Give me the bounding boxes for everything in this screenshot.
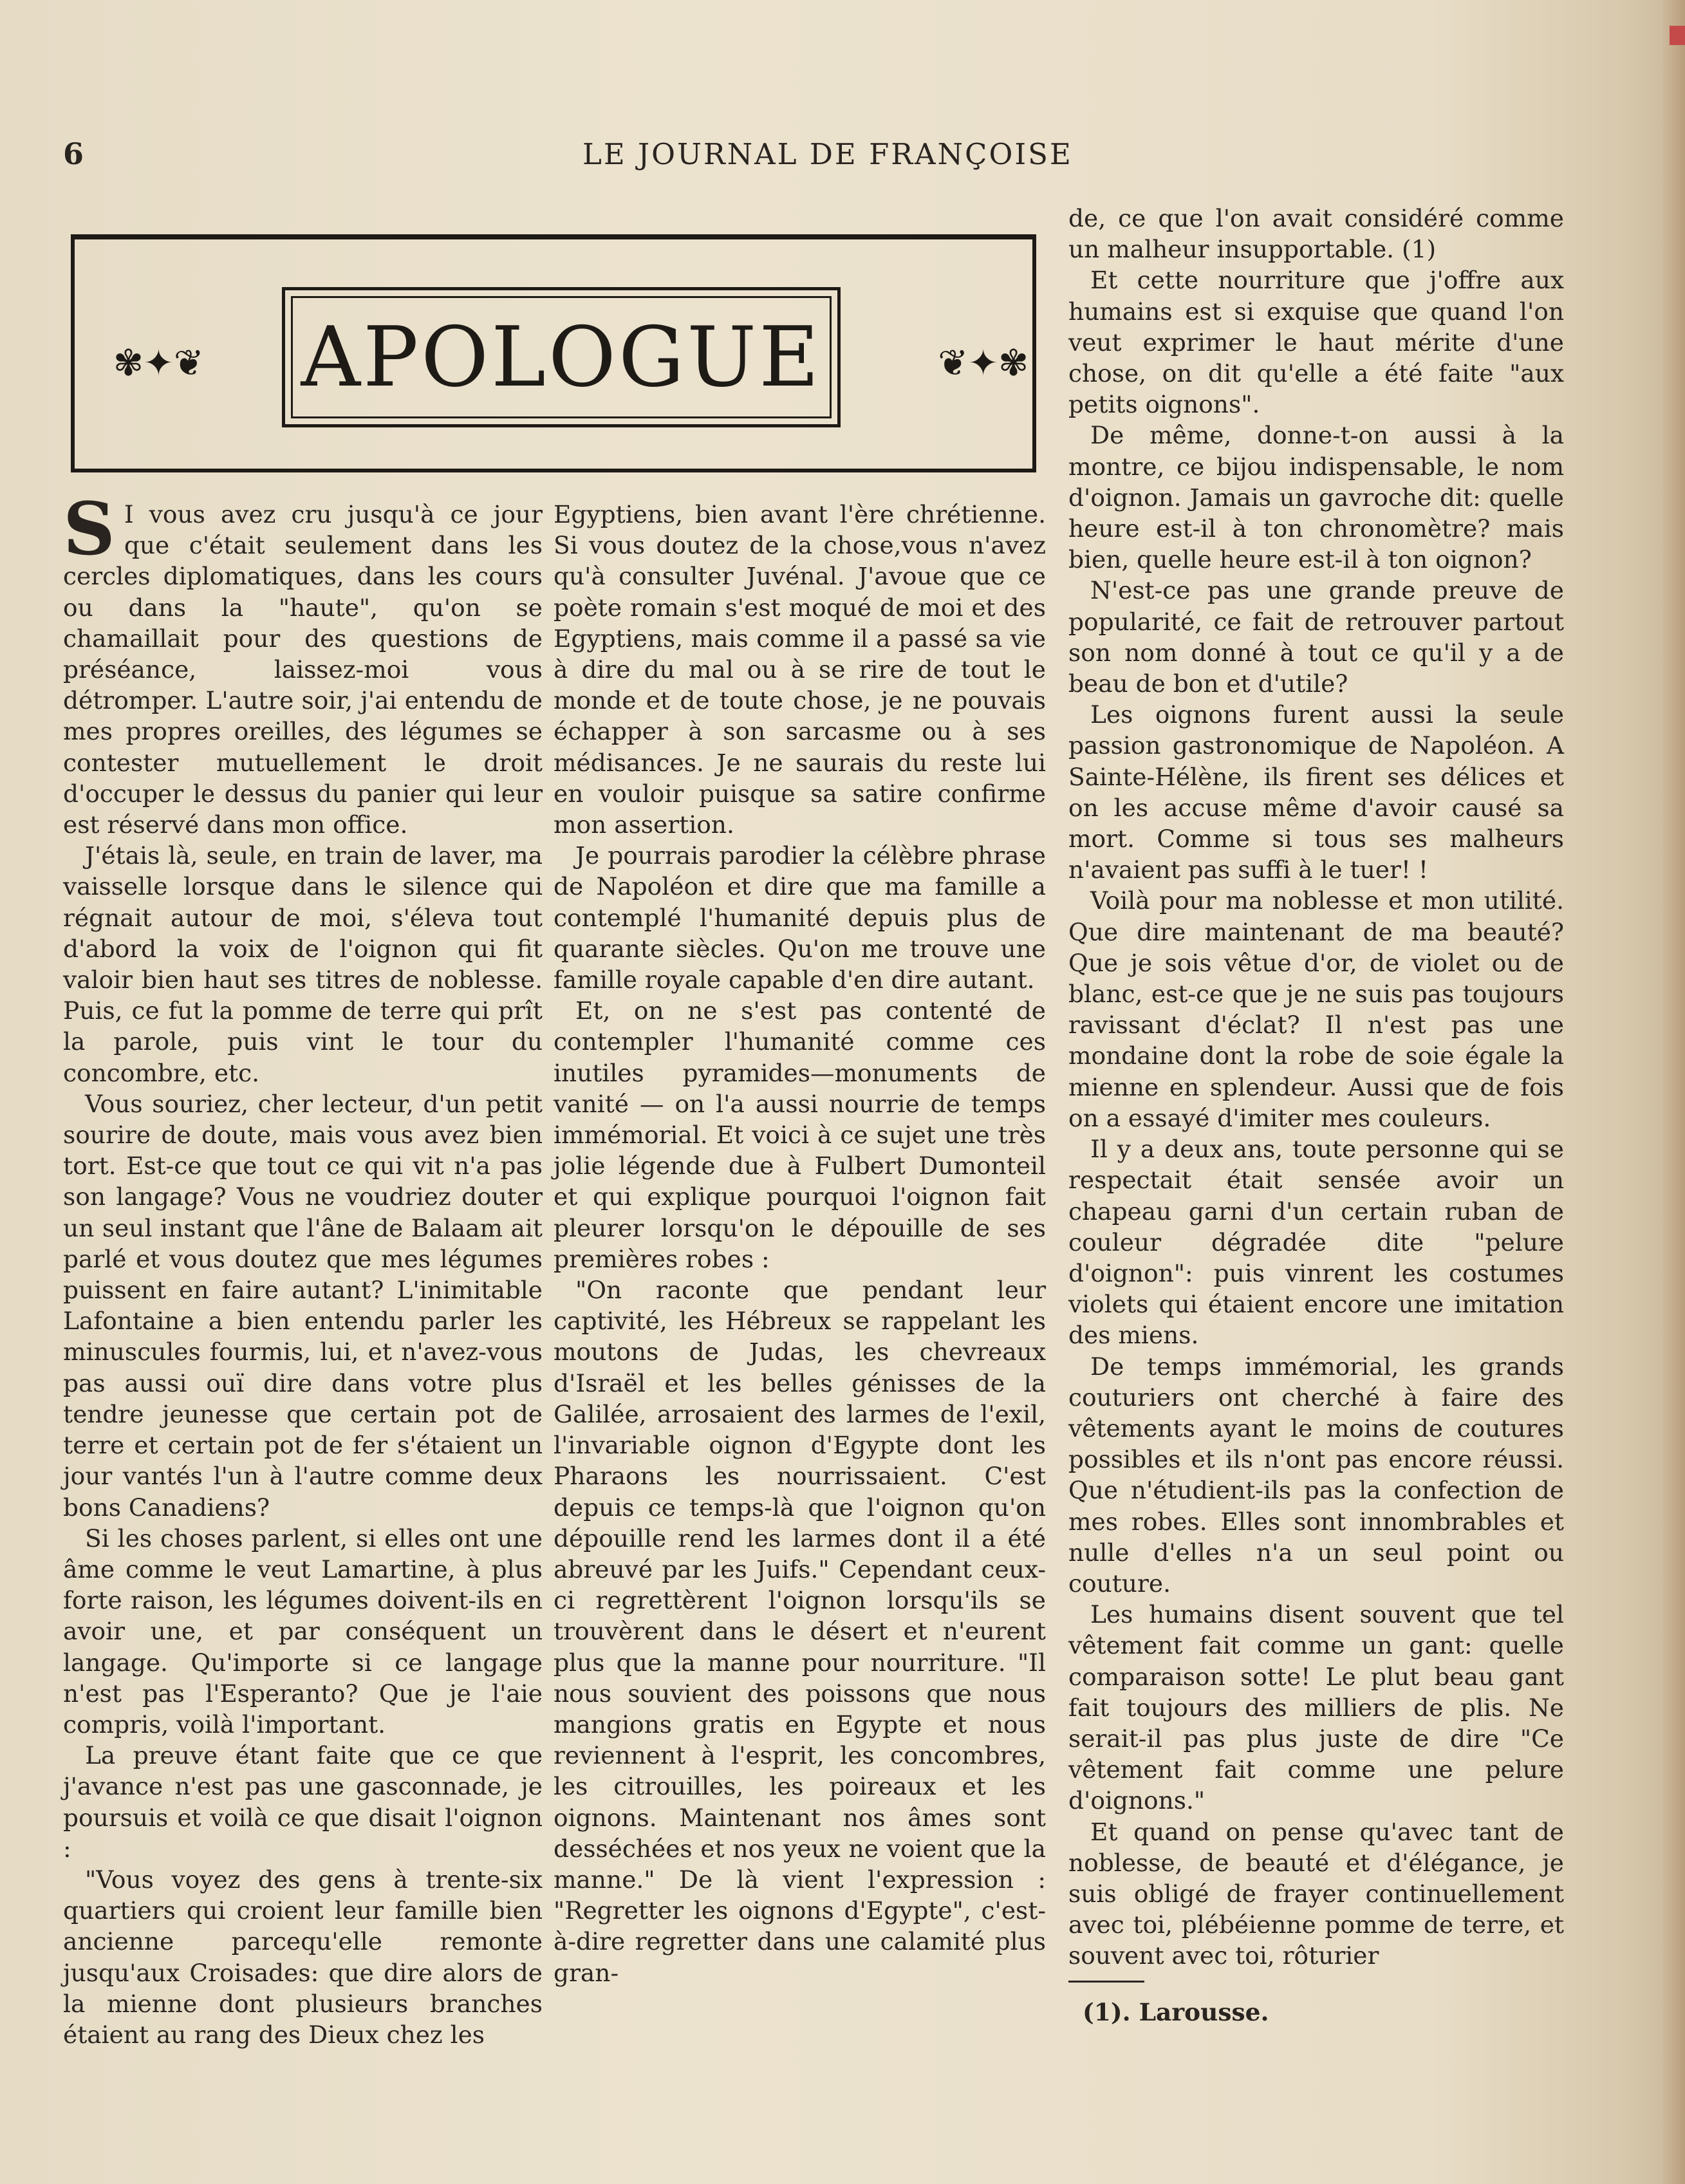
paragraph: Et, on ne s'est pas contenté de contempler l'humanité comme ces inutiles pyramides—monuments de vanité — on l'a aussi nourrie de temps immémorial. Et voici à ce sujet une très jolie légende due à Fulbert Dumonteil et qui explique pourquoi l'oignon fait pleurer lorsqu'on le dépouille de ses premières robes :	[554, 996, 1046, 1273]
title-box-inner	[291, 296, 832, 418]
paragraph: De même, donne-t-on aussi à la montre, ce bijou indispensable, le nom d'oignon. Jamais un gavroche dit: quelle heure est-il à ton chronomètre? mais bien, quelle heure est-il à ton oignon?	[1068, 421, 1564, 574]
paragraph: Je pourrais parodier la célèbre phrase de Napoléon et dire que ma famille a contemplé l'humanité depuis plus de quarante siècles. Qu'on me trouve une famille royale capable d'en dire autant.	[554, 841, 1046, 994]
column-2	[554, 499, 1046, 1988]
title-box	[282, 287, 841, 427]
paragraph: De temps immémorial, les grands couturiers ont cherché à faire des vêtements ayant le moins de coutures possibles et ils n'ont pas encore réussi. Que n'étudient-ils pas la confection de mes robes. Elles sont innombrables et nulle d'elles n'a un seul point ou couture.	[1068, 1352, 1564, 1598]
drop-cap: S	[63, 487, 115, 572]
paragraph: Les oignons furent aussi la seule passion gastronomique de Napoléon. A Sainte-Hélène, ils firent ses délices et on les accuse même d'avoir causé sa mort. Comme si tous ses malheurs n'avaient pas suffi à le tuer! !	[1068, 700, 1564, 884]
paragraph: Les humains disent souvent que tel vêtement fait comme un gant: quelle comparaison sotte! Le plut beau gant fait toujours des milliers de plis. Ne serait-il pas plus juste de dire "Ce vêtement fait comme une pelure d'oignons."	[1068, 1600, 1564, 1815]
paragraph: Voilà pour ma noblesse et mon utilité. Que dire maintenant de ma beauté? Que je sois vêtue d'or, de violet ou de blanc, est-ce que je ne suis pas toujours ravissant d'éclat? Il n'est pas une mondaine dont la robe de soie égale la mienne en splendeur. Aussi que de fois on a essayé d'imiter mes couleurs.	[1068, 886, 1564, 1132]
paragraph: Il y a deux ans, toute personne qui se respectait était sensée avoir un chapeau garni d'un certain ruban de couleur dégradée dite "pelure d'oignon": puis vinrent les costumes violets qui étaient encore une imitation des miens.	[1068, 1135, 1564, 1350]
paragraph: "Vous voyez des gens à trente-six quartiers qui croient leur famille bien ancienne parcequ'elle remonte jusqu'aux Croisades: que dire alors de la mienne dont plusieurs branches étaient au rang des Dieux chez les	[63, 1865, 543, 2049]
column-3	[1068, 203, 1564, 2028]
article-title: APOLOGUE	[301, 309, 822, 406]
paragraph: Si les choses parlent, si elles ont une âme comme le veut Lamartine, à plus forte raison, les légumes doivent-ils en avoir une, et par conséquent un langage. Qu'importe si ce langage n'est pas l'Esperanto? Que je l'aie compris, voilà l'important.	[63, 1524, 543, 1739]
paragraph: Egyptiens, bien avant l'ère chrétienne. Si vous doutez de la chose,vous n'avez qu'à consulter Juvénal. J'avoue que ce poète romain s'est moqué de moi et des Egyptiens, mais comme il a passé sa vie à dire du mal ou à se rire de tout le monde et de toute chose, je ne pouvais échapper à son sarcasme ou à ses médisances. Je ne saurais du reste lui en vouloir puisque sa satire confirme mon assertion.	[554, 500, 1046, 839]
paragraph: "On raconte que pendant leur captivité, les Hébreux se rappelant les moutons de Judas, les chevreaux d'Israël et les belles génisses de la Galilée, arrosaient des larmes de l'exil, l'invariable oignon d'Egypte dont les Pharaons les nourrissaient. C'est depuis ce temps-là que l'oignon qu'on dépouille rend les larmes dont il a été abreuvé par les Juifs." Cependant ceux-ci regrettèrent l'oignon lorsqu'ils se trouvèrent dans le désert et n'eurent plus que la manne pour nourriture. "Il nous souvient des poissons que nous mangions gratis en Egypte et nous reviennent à l'esprit, les concombres, les citrouilles, les poireaux et les oignons. Maintenant nos âmes sont desséchées et nos yeux ne voient que la manne." De là vient l'expression : "Regretter les oignons d'Egypte", c'est-à-dire regretter dans une calamité plus gran-	[554, 1276, 1046, 1987]
title-frame	[71, 234, 1036, 472]
footnote-rule	[1068, 1981, 1144, 1983]
paragraph-text: I vous avez cru jusqu'à ce jour que c'était seulement dans les cercles diplomatiques, dans les cours ou dans la "haute", qu'on se chamaillait pour des questions de préséance, laissez-moi vous détromper. L'autre soir, j'ai entendu de mes propres oreilles, des légumes se contester mutuellement le droit d'occuper le dessus du panier qui leur est réservé dans mon office.	[63, 500, 543, 839]
fleuron-left-icon: ✾✦❦	[113, 342, 204, 384]
column-1	[63, 487, 543, 2050]
paragraph: Vous souriez, cher lecteur, d'un petit sourire de doute, mais vous avez bien tort. Est-ce que tout ce qui vit n'a pas son langage? Vous ne voudriez douter un seul instant que l'âne de Balaam ait parlé et vous doutez que mes légumes puissent en faire autant? L'inimitable Lafontaine a bien entendu parler les minuscules fourmis, lui, et n'avez-vous pas aussi ouï dire dans votre plus tendre jeunesse que certain pot de terre et certain pot de fer s'étaient un jour vantés l'un à l'autre comme deux bons Canadiens?	[63, 1089, 543, 1522]
page-tab	[1670, 26, 1685, 45]
running-head: LE JOURNAL DE FRANÇOISE	[582, 137, 1073, 171]
paragraph: de, ce que l'on avait considéré comme un malheur insupportable. (1)	[1068, 204, 1564, 264]
paragraph: N'est-ce pas une grande preuve de popularité, ce fait de retrouver partout son nom donné à tout ce qu'il y a de beau de bon et d'utile?	[1068, 576, 1564, 698]
paragraph: Et quand on pense qu'avec tant de noblesse, de beauté et d'élégance, je suis obligé de frayer continuellement avec toi, plébéienne pomme de terre, et souvent avec toi, rôturier	[1068, 1817, 1564, 1970]
page-edge	[1663, 0, 1685, 2184]
paragraph: La preuve étant faite que ce que j'avance n'est pas une gasconnade, je poursuis et voilà ce que disait l'oignon :	[63, 1741, 543, 1863]
page-number: 6	[63, 136, 84, 171]
paragraph: Et cette nourriture que j'offre aux humains est si exquise que quand l'on veut exprimer le haut mérite d'une chose, on dit qu'elle a été faite "aux petits oignons".	[1068, 266, 1564, 419]
paragraph	[63, 487, 543, 840]
paragraph: J'étais là, seule, en train de laver, ma vaisselle lorsque dans le silence qui régnait autour de moi, s'éleva tout d'abord la voix de l'oignon qui fit valoir bien haut ses titres de noblesse. Puis, ce fut la pomme de terre qui prît la parole, puis vint le tour du concombre, etc.	[63, 841, 543, 1087]
fleuron-right-icon: ❦✦✾	[938, 342, 1029, 384]
footnote: (1). Larousse.	[1083, 1997, 1269, 2026]
